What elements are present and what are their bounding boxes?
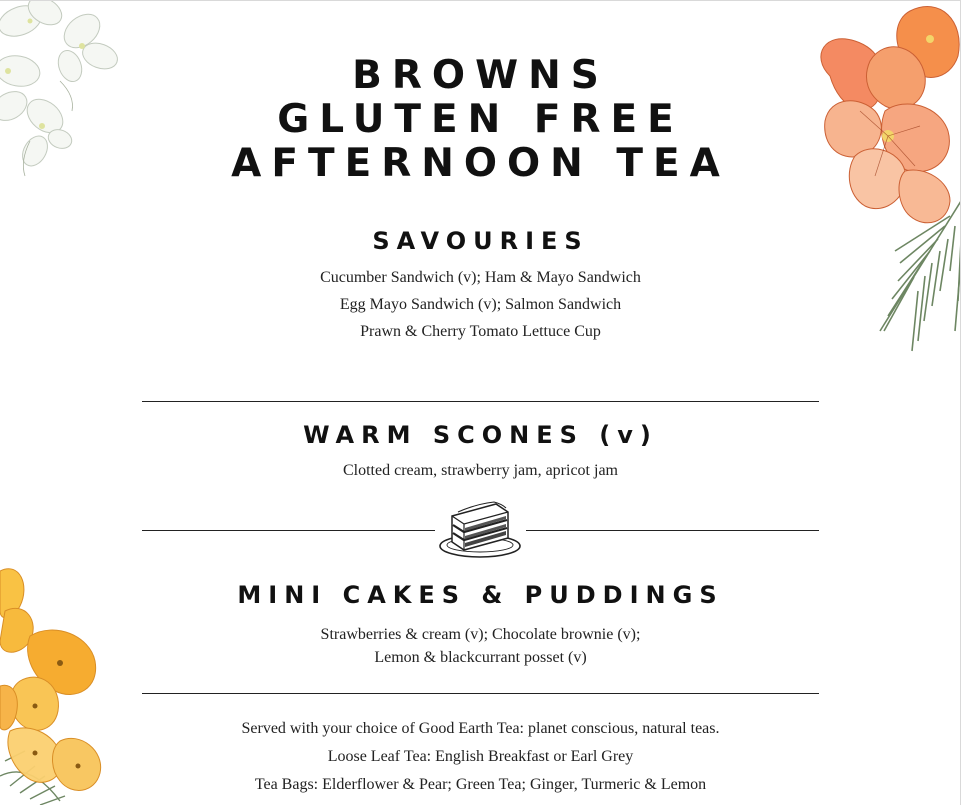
scones-heading: WARM SCONES (v) [303, 421, 658, 449]
scones-line: Clotted cream, strawberry jam, apricot jam [342, 462, 618, 479]
section-divider [142, 401, 819, 402]
section-divider [142, 693, 819, 694]
savouries-line: Prawn & Cherry Tomato Lettuce Cup [360, 323, 601, 340]
menu-title-line-2: GLUTEN FREE [277, 97, 684, 142]
section-divider-left [142, 530, 435, 531]
tea-line: Served with your choice of Good Earth Tea: planet conscious, natural teas. [241, 720, 720, 737]
cakes-heading: MINI CAKES & PUDDINGS [237, 581, 724, 609]
savouries-line: Cucumber Sandwich (v); Ham & Mayo Sandwich [320, 269, 641, 286]
cakes-line: Strawberries & cream (v); Chocolate brownie (v); [320, 626, 641, 643]
savouries-heading: SAVOURIES [372, 227, 589, 255]
tea-line: Loose Leaf Tea: English Breakfast or Earl Grey [327, 748, 634, 765]
menu-title-line-3: AFTERNOON TEA [231, 141, 730, 186]
section-divider-right [526, 530, 819, 531]
cake-slice-icon [436, 498, 524, 562]
savouries-line: Egg Mayo Sandwich (v); Salmon Sandwich [339, 296, 622, 313]
cakes-line: Lemon & blackcurrant posset (v) [374, 649, 587, 666]
tea-line: Tea Bags: Elderflower & Pear; Green Tea; Ginger, Turmeric & Lemon [254, 776, 707, 793]
menu-title-line-1: BROWNS [352, 53, 609, 98]
